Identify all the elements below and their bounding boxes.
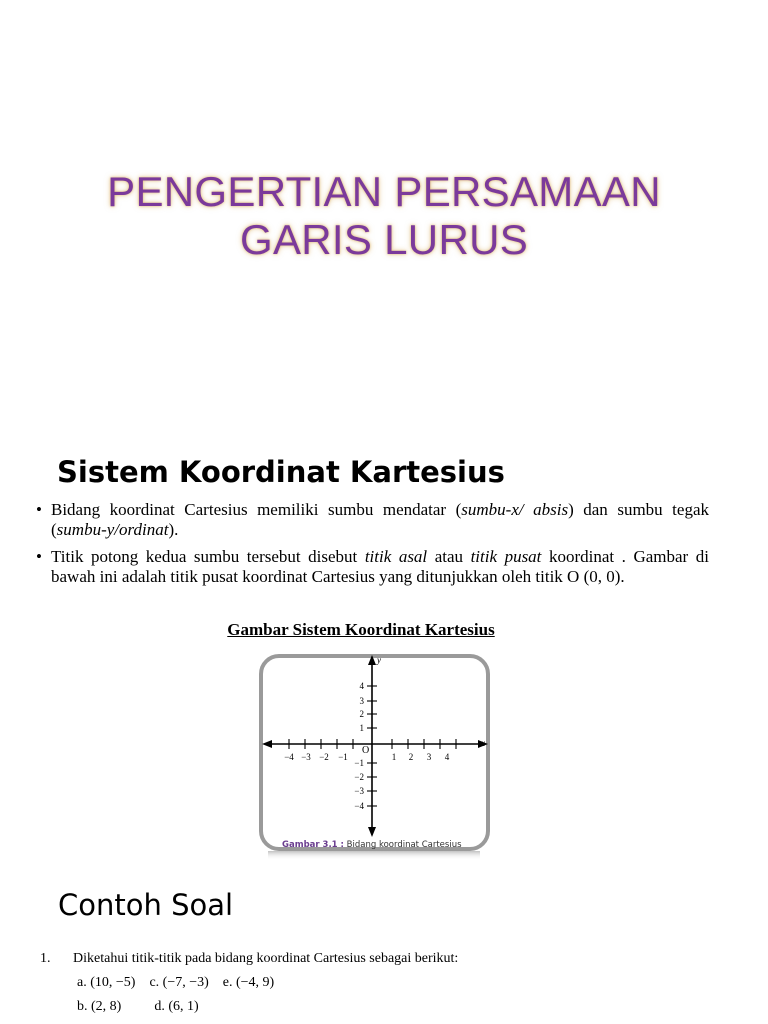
bullet-dot: • [36,547,42,566]
options-row-1 [40,974,458,992]
x-tick-label: 2 [408,752,414,762]
cartesian-figure [258,653,490,861]
x-tick-label: 4 [444,752,450,762]
x-tick-label: −2 [319,752,329,762]
options-row-2 [40,998,458,1016]
bullet-item-2 [36,547,709,587]
x-axis-label: x [481,738,485,748]
x-tick-label: 1 [391,752,397,762]
bullet-text-1: Bidang koordinat Cartesius memiliki sumbu mendatar (sumbu-x/ absis) dan sumbu tegak (sumbu-y/ordinat). [51,500,709,539]
bullet-text-2: Titik potong kedua sumbu tersebut disebut titik asal atau titik pusat koordinat . Gambar di bawah ini adalah titik pusat koordinat Cartesius yang ditunjukkan oleh titik O (0, 0). [51,547,709,586]
inner-figure-caption: Gambar 3.1 : Bidang koordinat Cartesius [282,840,462,850]
y-tick-label: 3 [359,696,364,706]
x-tick-label: 3 [426,752,432,762]
figure-frame [261,656,488,849]
y-tick-label: −1 [354,758,364,768]
cartesian-plane [258,653,490,861]
question-1 [40,950,458,1016]
title-line-1: PENGERTIAN PERSAMAAN [107,168,661,215]
option-e: e. (−4, 9) [222,975,275,990]
y-tick-label: 1 [359,723,364,733]
option-d: d. (6, 1) [154,999,199,1014]
title-line-2: GARIS LURUS [239,216,529,263]
option-c: c. (−7, −3) [149,975,209,990]
y-tick-label: −2 [354,772,364,782]
figure-caption: Gambar Sistem Koordinat Kartesius [227,620,495,639]
question-text: Diketahui titik-titik pada bidang koordinat Cartesius sebagai berikut: [73,951,459,966]
slide-title [0,168,768,264]
bullet-list [36,500,709,594]
bullet-item-1 [36,500,709,540]
x-tick-label: −3 [301,752,311,762]
question-line [40,950,458,968]
x-tick-label: −1 [338,752,348,762]
option-b: b. (2, 8) [77,999,122,1014]
y-tick-label: 2 [359,709,364,719]
x-tick-label: −4 [284,752,294,762]
option-a: a. (10, −5) [77,975,136,990]
y-tick-label: −3 [354,786,364,796]
bullet-dot: • [36,500,42,519]
question-number: 1. [40,951,51,966]
origin-label: O [362,745,370,756]
section-heading: Sistem Koordinat Kartesius [57,455,505,489]
frame-reflection [268,851,480,860]
y-tick-label: −4 [354,801,364,811]
contoh-soal-heading: Contoh Soal [58,888,234,922]
y-axis-label: y [377,655,381,665]
y-tick-label: 4 [359,681,364,691]
